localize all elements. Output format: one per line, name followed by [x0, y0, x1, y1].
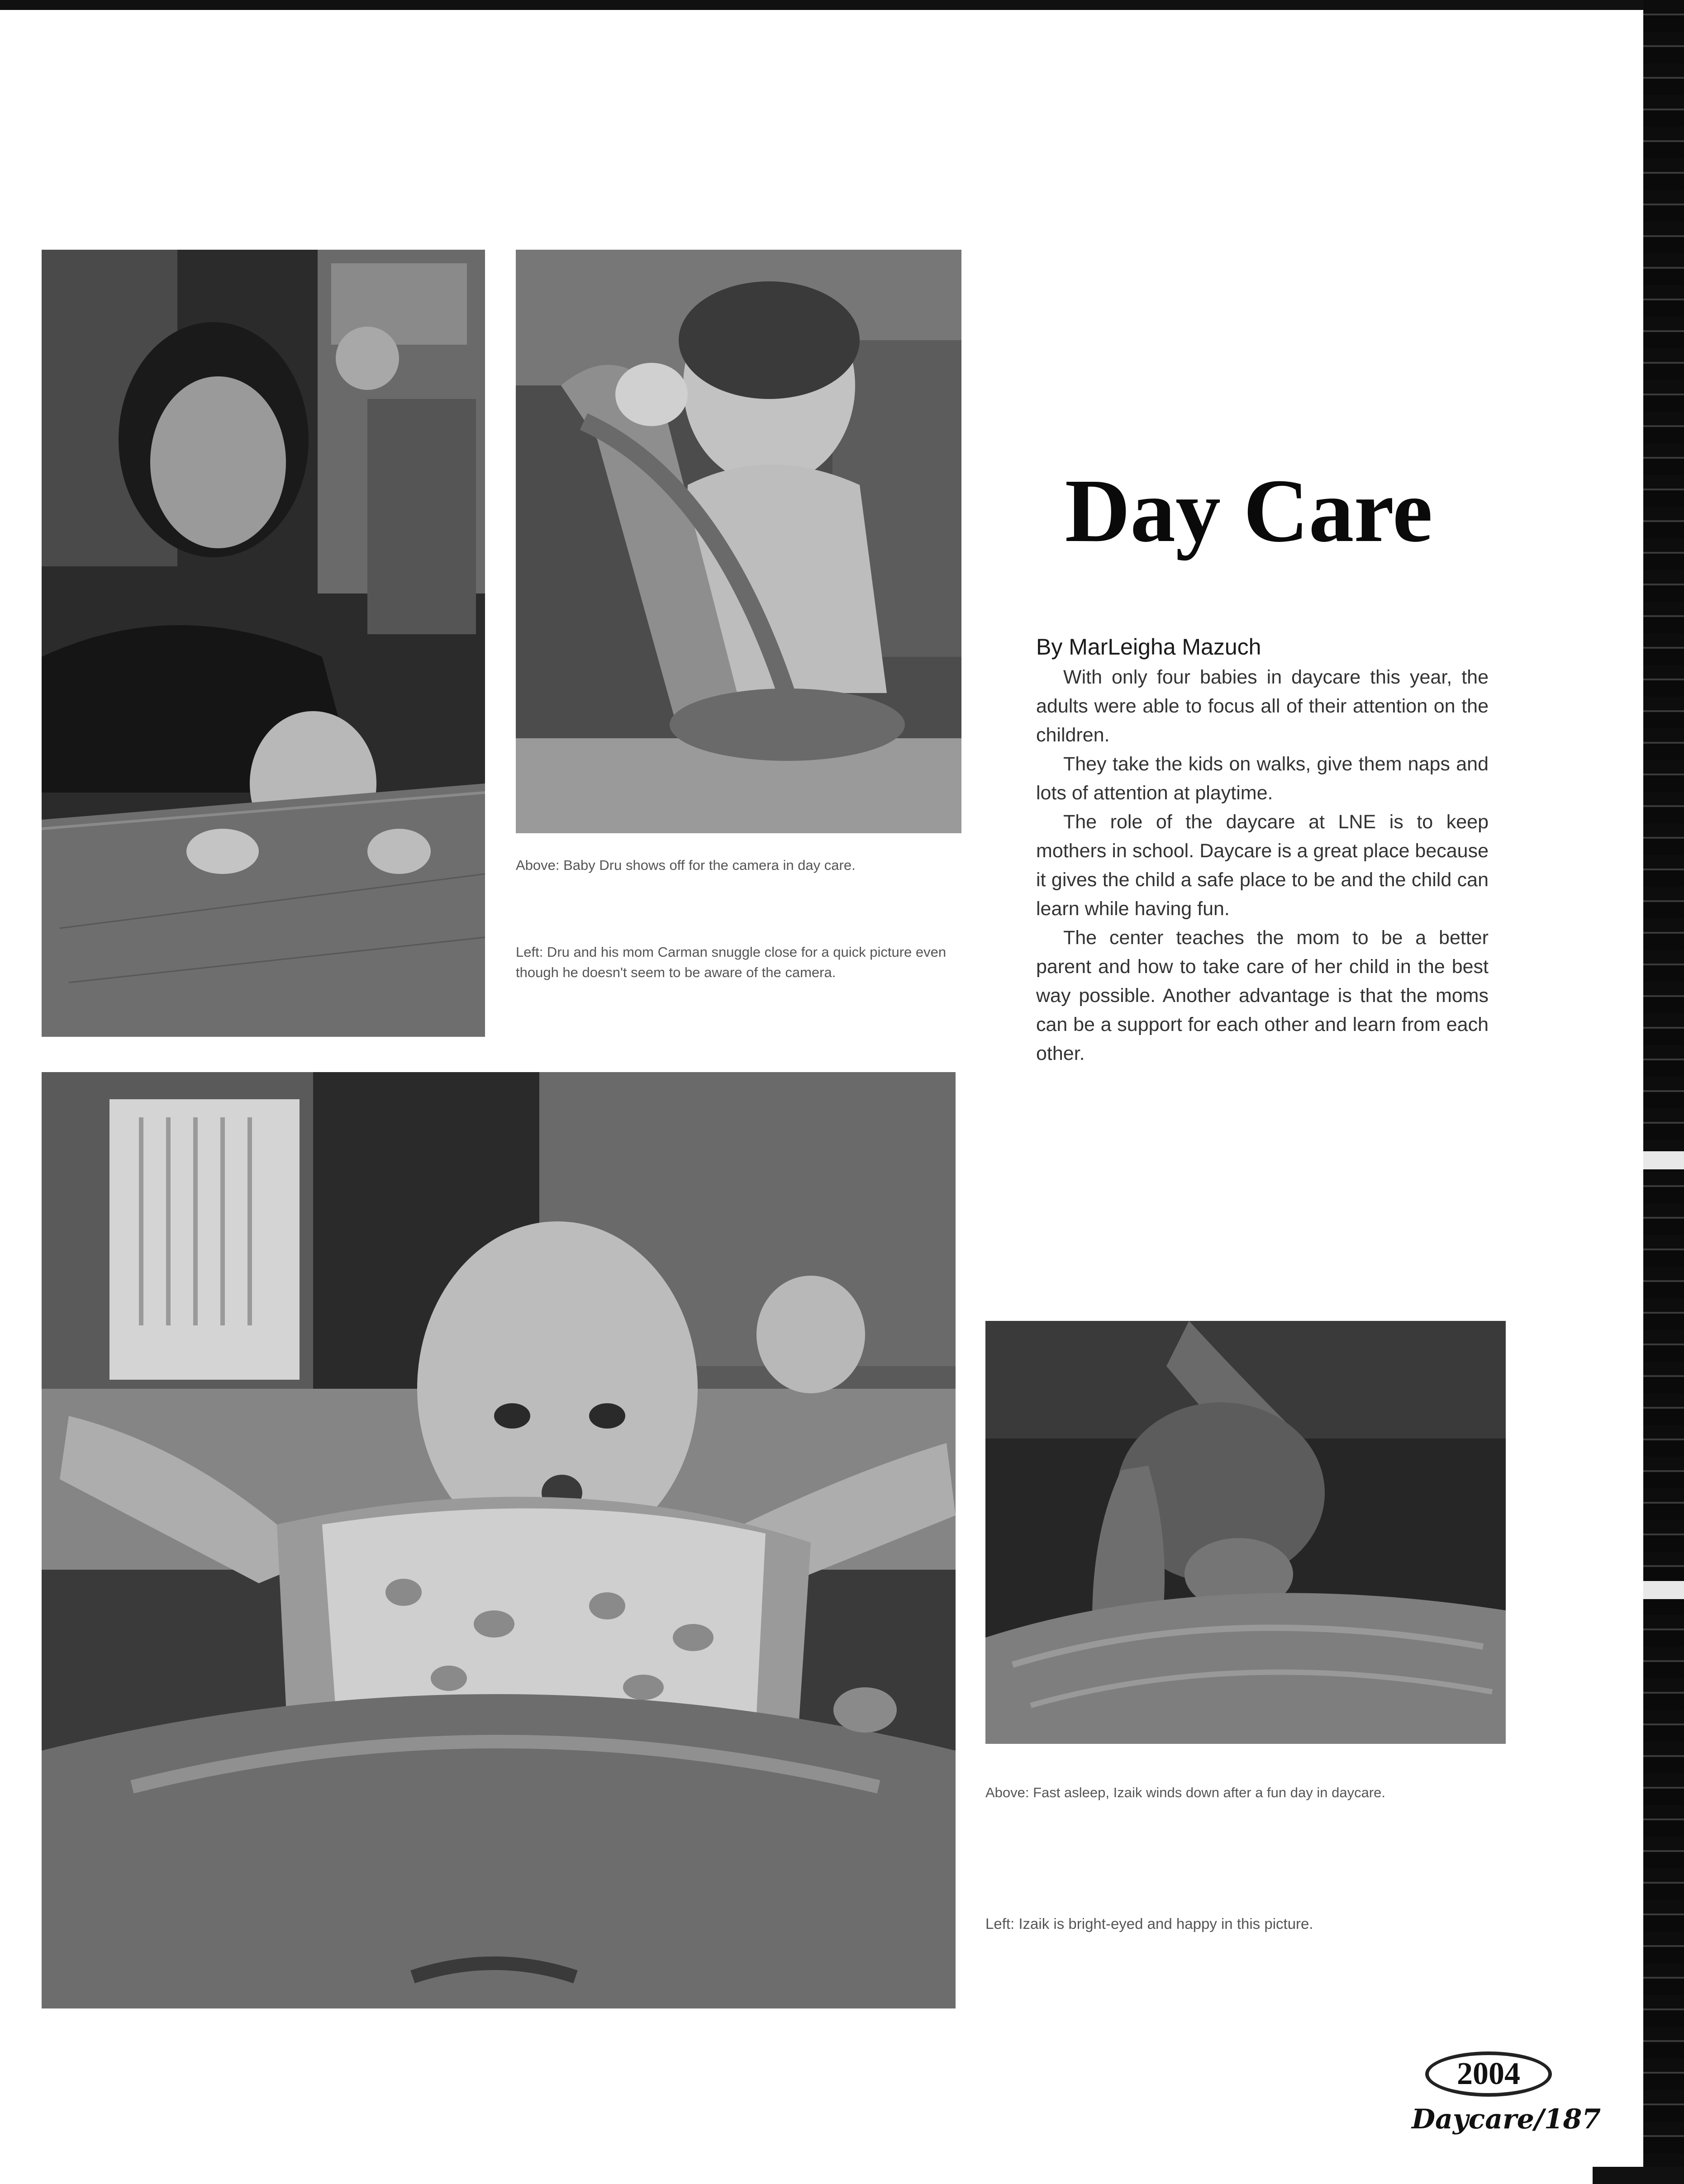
article-byline: By MarLeigha Mazuch — [1036, 634, 1261, 660]
photo-baby-dru-standing — [516, 250, 961, 833]
photo-dru-and-mom — [42, 250, 485, 1037]
caption-above-dru: Above: Baby Dru shows off for the camera in day care. — [516, 857, 856, 873]
page-right-edge — [1643, 0, 1684, 2184]
page-number-label: Daycare/187 — [1412, 2103, 1601, 2135]
page-top-rule — [0, 0, 1647, 10]
article-paragraph: They take the kids on walks, give them naps and lots of attention at playtime. — [1036, 753, 1489, 804]
article-title: Day Care — [1065, 461, 1433, 561]
photo-izaik-sleeping — [985, 1321, 1506, 1744]
caption-left-dru: Left: Dru and his mom Carman snuggle close for a quick picture even though he doesn't seem to be aware of the camera. — [516, 944, 947, 980]
article-body — [1036, 663, 1489, 1068]
page-right-edge-notch — [1643, 1581, 1684, 1599]
article-paragraph: The center teaches the mom to be a better parent and how to take care of her child in the best way possible. Another advantage is that the moms can be a support for each other and learn from each other. — [1036, 927, 1489, 1064]
caption-above-izaik: Above: Fast asleep, Izaik winds down after a fun day in daycare. — [985, 1785, 1385, 1800]
page-bottom-edge — [1593, 2167, 1684, 2184]
page-right-edge-notch — [1643, 1151, 1684, 1169]
article-paragraph: With only four babies in daycare this year, the adults were able to focus all of their attention on the children. — [1036, 666, 1489, 746]
yearbook-footer-logo — [1412, 2051, 1601, 2156]
caption-left-izaik: Left: Izaik is bright-eyed and happy in this picture. — [985, 1915, 1313, 1932]
yearbook-year-badge: 2004 — [1425, 2051, 1552, 2097]
photo-izaik-in-walker — [42, 1072, 956, 2008]
article-paragraph: The role of the daycare at LNE is to keep mothers in school. Daycare is a great place because it gives the child a safe place to be and the child can learn while having fun. — [1036, 811, 1489, 920]
